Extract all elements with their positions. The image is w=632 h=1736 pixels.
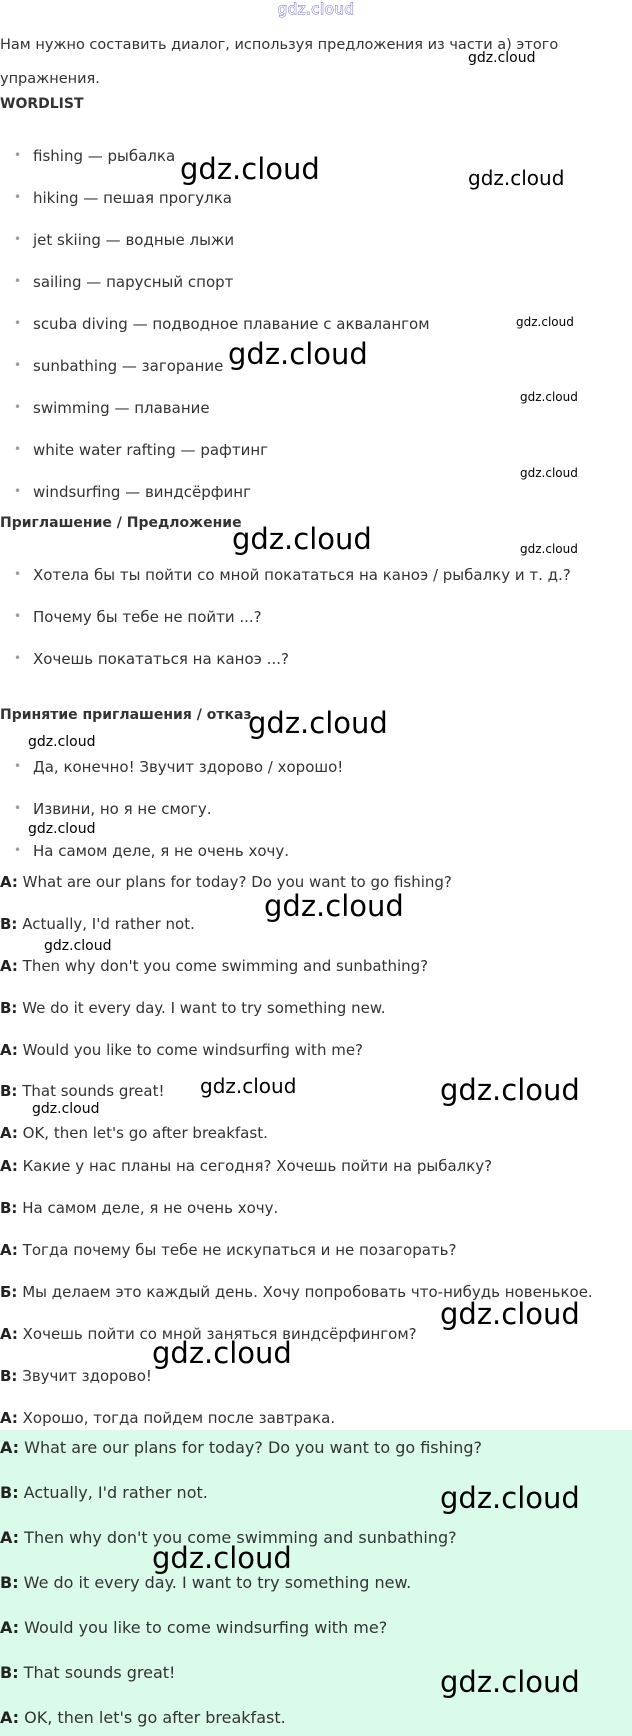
dialogue-line: B: На самом деле, я не очень хочу. <box>0 1199 279 1217</box>
dialogue-line: A: Хочешь пойти со мной заняться виндсёрфингом? <box>0 1325 417 1343</box>
list-item: • fishing — рыбалка <box>14 147 175 165</box>
list-item: • Да, конечно! Звучит здорово / хорошо! <box>14 758 343 776</box>
dialogue-line: Б: Мы делаем это каждый день. Хочу попробовать что-нибудь новенькое. <box>0 1283 593 1301</box>
watermark: gdz.cloud <box>28 821 96 837</box>
dialogue-line: B: That sounds great! <box>0 1082 165 1100</box>
list-item: • Хочешь покататься на каноэ ...? <box>14 650 289 668</box>
list-item: • Извини, но я не смогу. <box>14 800 212 818</box>
watermark: gdz.cloud <box>180 152 320 186</box>
watermark: gdz.cloud <box>152 1541 292 1575</box>
dialogue-line: A: Then why don't you come swimming and sunbathing? <box>0 957 429 975</box>
dialogue-line: A: Хорошо, тогда пойдем после завтрака. <box>0 1409 336 1427</box>
dialogue-line: B: Звучит здорово! <box>0 1367 152 1385</box>
site-logo[interactable]: gdz.cloud <box>277 0 355 18</box>
watermark: gdz.cloud <box>200 1074 297 1098</box>
answer-line: B: That sounds great! <box>0 1663 176 1682</box>
watermark: gdz.cloud <box>520 390 578 404</box>
intro-text: Нам нужно составить диалог, используя предложения из части а) этого упражнения. <box>0 37 559 87</box>
answer-line: B: We do it every day. I want to try something new. <box>0 1573 412 1592</box>
watermark: gdz.cloud <box>232 522 372 556</box>
list-item: • swimming — плавание <box>14 399 210 417</box>
answer-line: A: What are our plans for today? Do you want to go fishing? <box>0 1438 483 1457</box>
watermark: gdz.cloud <box>440 1297 580 1331</box>
watermark: gdz.cloud <box>264 889 404 923</box>
dialogue-line: B: We do it every day. I want to try something new. <box>0 999 386 1017</box>
dialogue-line: A: OK, then let's go after breakfast. <box>0 1124 268 1142</box>
watermark: gdz.cloud <box>468 50 536 66</box>
answer-line: A: Would you like to come windsurfing with me? <box>0 1618 388 1637</box>
list-item: • windsurfing — виндсёрфинг <box>14 483 251 501</box>
acceptance-heading: Принятие приглашения / отказ <box>0 707 252 723</box>
watermark: gdz.cloud <box>248 706 388 740</box>
watermark: gdz.cloud <box>520 542 578 556</box>
watermark: gdz.cloud <box>44 938 112 954</box>
watermark: gdz.cloud <box>228 337 368 371</box>
list-item: • scuba diving — подводное плавание с аквалангом <box>14 315 430 333</box>
watermark: gdz.cloud <box>468 166 565 190</box>
watermark: gdz.cloud <box>516 315 574 329</box>
list-item: • white water rafting — рафтинг <box>14 441 268 459</box>
answer-line: B: Actually, I'd rather not. <box>0 1483 208 1502</box>
list-item: • jet skiing — водные лыжи <box>14 231 234 249</box>
list-item: • На самом деле, я не очень хочу. <box>14 842 289 860</box>
invitation-heading: Приглашение / Предложение <box>0 515 242 531</box>
list-item: • sailing — парусный спорт <box>14 273 233 291</box>
answer-line: A: OK, then let's go after breakfast. <box>0 1708 286 1727</box>
watermark: gdz.cloud <box>32 1101 100 1117</box>
watermark: gdz.cloud <box>28 734 96 750</box>
list-item: • Хотела бы ты пойти со мной покататься на каноэ / рыбалку и т. д.? <box>14 566 571 584</box>
watermark: gdz.cloud <box>440 1073 580 1107</box>
list-item: • Почему бы тебе не пойти ...? <box>14 608 262 626</box>
dialogue-line: A: What are our plans for today? Do you want to go fishing? <box>0 873 452 891</box>
wordlist-heading: WORDLIST <box>0 96 84 112</box>
answer-line: A: Then why don't you come swimming and sunbathing? <box>0 1528 457 1547</box>
dialogue-line: A: Would you like to come windsurfing with me? <box>0 1041 364 1059</box>
watermark: gdz.cloud <box>520 466 578 480</box>
watermark: gdz.cloud <box>440 1665 580 1699</box>
dialogue-line: A: Тогда почему бы тебе не искупаться и не позагорать? <box>0 1241 457 1259</box>
list-item: • sunbathing — загорание <box>14 357 223 375</box>
dialogue-line: B: Actually, I'd rather not. <box>0 915 195 933</box>
watermark: gdz.cloud <box>152 1336 292 1370</box>
list-item: • hiking — пешая прогулка <box>14 189 232 207</box>
dialogue-line: A: Какие у нас планы на сегодня? Хочешь пойти на рыбалку? <box>0 1157 493 1175</box>
watermark: gdz.cloud <box>440 1481 580 1515</box>
